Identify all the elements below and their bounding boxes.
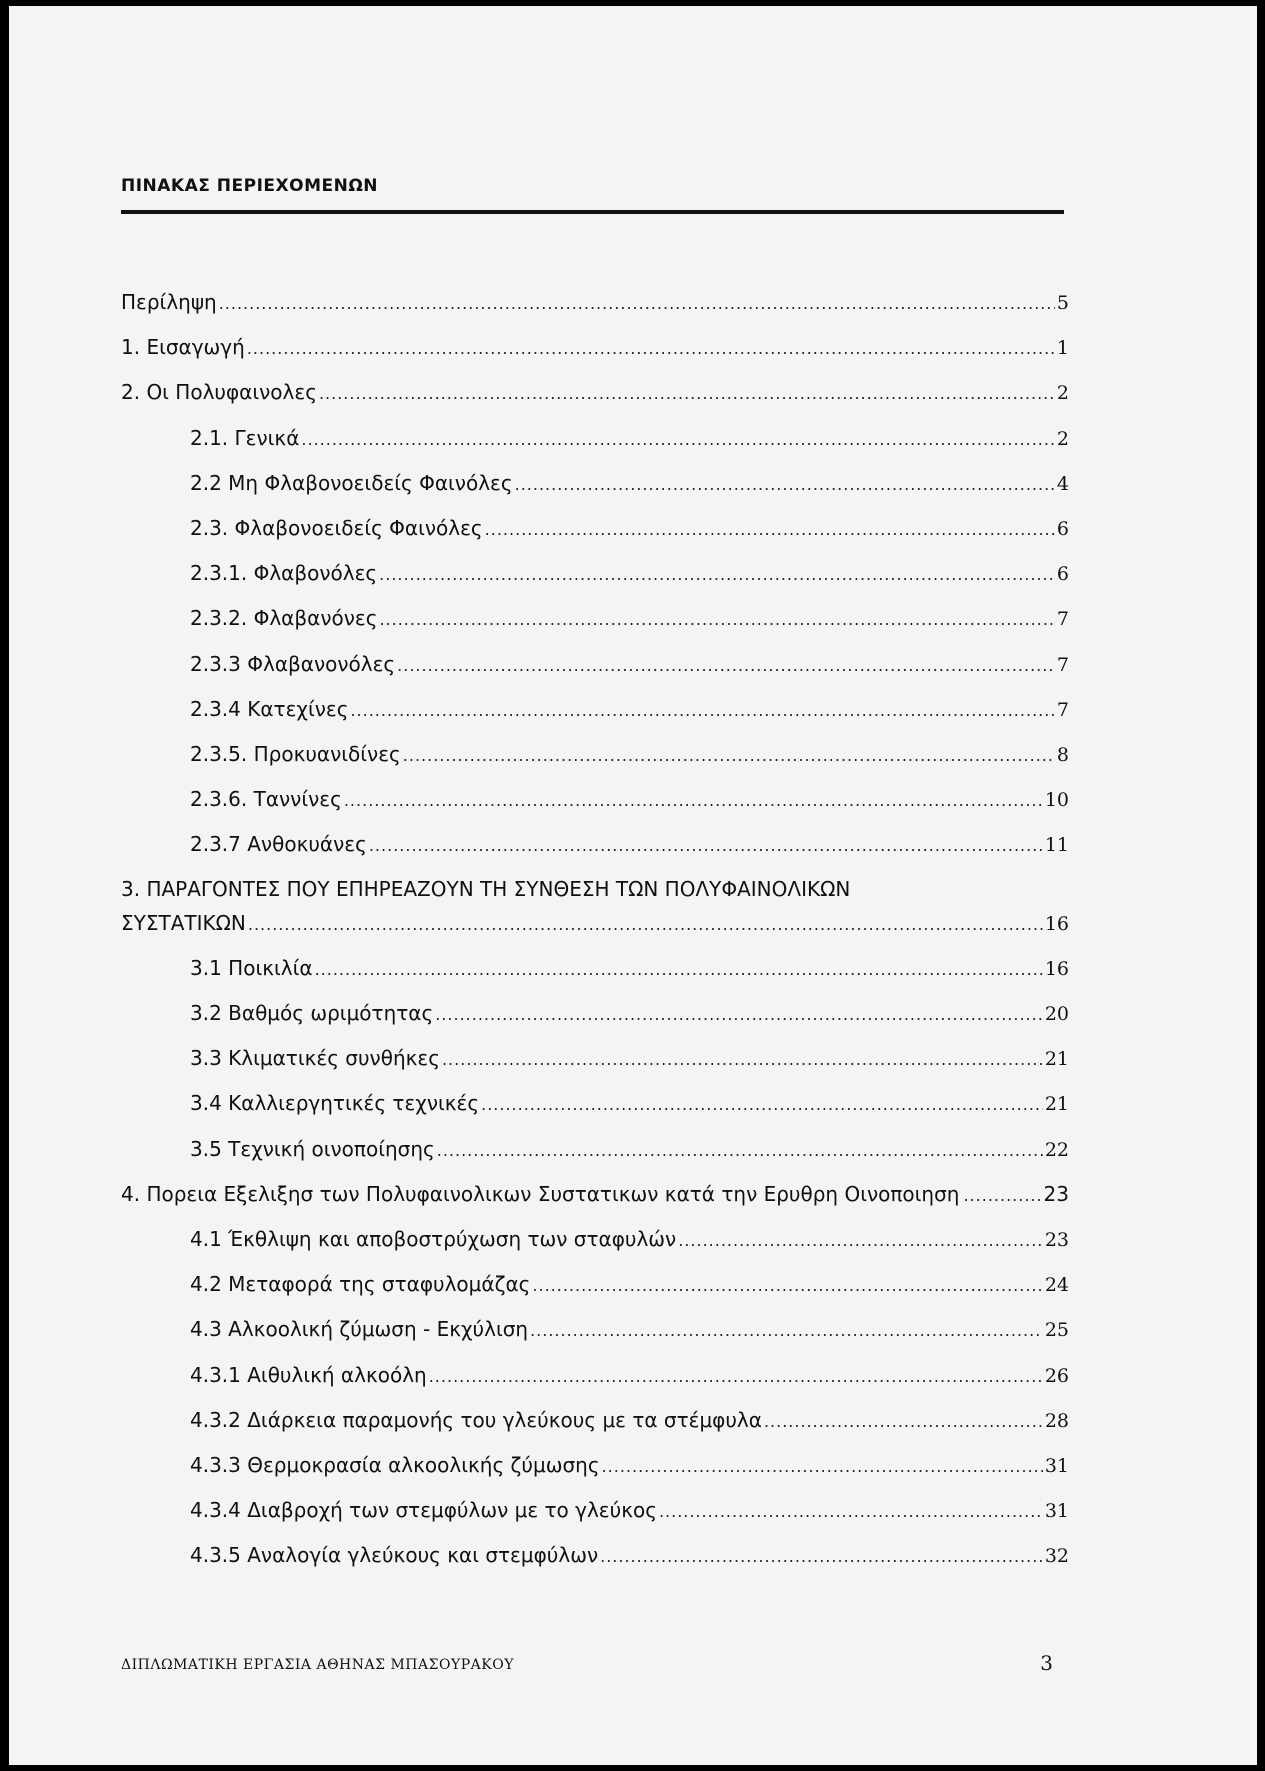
table-of-contents xyxy=(121,290,1069,1588)
toc-entry-page: 5 xyxy=(1056,292,1069,314)
toc-entry-page: 2 xyxy=(1056,427,1069,450)
dot-leader xyxy=(659,1502,1043,1521)
toc-entry-label: 4.3.2 Διάρκεια παραμονής του γλεύκους με τα στέμφυλα xyxy=(190,1407,762,1432)
toc-entry-label: 2.3.3 Φλαβανονόλες xyxy=(190,651,396,676)
toc-entry-flavonoid-phenols[interactable] xyxy=(121,516,1069,561)
toc-entry-page: 16 xyxy=(1044,912,1069,935)
dot-leader xyxy=(379,565,1055,584)
dot-leader xyxy=(403,746,1055,765)
toc-entry-page: 7 xyxy=(1056,608,1069,631)
dot-leader xyxy=(379,610,1054,629)
toc-entry-general[interactable] xyxy=(121,426,1069,471)
toc-entry-ethanol[interactable] xyxy=(121,1363,1069,1408)
toc-entry-catechins[interactable] xyxy=(121,697,1069,742)
toc-entry-label: 4.3 Αλκοολική ζύμωση - Εκχύλιση xyxy=(190,1317,529,1342)
toc-entry-label: 3. ΠΑΡΑΓΟΝΤΕΣ ΠΟΥ ΕΠΗΡΕΑΖΟΥΝ ΤΗ ΣΥΝΘΕΣΗ ΤΩΝ ΠΟΛΥΦΑΙΝΟΛΙΚΩΝ xyxy=(121,877,851,902)
toc-entry-label-continuation: ΣΥΣΤΑΤΙΚΩΝ xyxy=(121,910,246,935)
toc-entry-label: Περίληψη xyxy=(121,290,217,314)
dot-leader xyxy=(315,960,1043,979)
toc-entry-page: 6 xyxy=(1056,563,1069,586)
toc-heading: ΠΙΝΑΚΑΣ ΠΕΡΙΕΧΟΜΕΝΩΝ xyxy=(121,176,379,196)
toc-entry-label: 2.3. Φλαβονοειδείς Φαινόλες xyxy=(190,515,483,540)
toc-entry-page: 21 xyxy=(1044,1093,1069,1116)
toc-entry-label: 2.1. Γενικά xyxy=(190,425,300,450)
toc-entry-page: 22 xyxy=(1044,1138,1069,1161)
toc-entry-label: 2.2 Μη Φλαβονοειδείς Φαινόλες xyxy=(190,470,513,495)
dot-leader xyxy=(600,1547,1043,1566)
toc-entry-label: 2.3.4 Κατεχίνες xyxy=(190,696,349,721)
dot-leader xyxy=(219,294,1055,313)
toc-entry-must-pomace-ratio[interactable] xyxy=(121,1543,1069,1588)
footer-title: ΔΙΠΛΩΜΑΤΙΚΗ ΕΡΓΑΣΙΑ ΑΘΗΝΑΣ ΜΠΑΣΟΥΡΑΚΟΥ xyxy=(121,1657,514,1673)
toc-entry-page: 26 xyxy=(1044,1364,1069,1387)
dot-leader xyxy=(532,1276,1042,1295)
toc-entry-label: 4.1 Έκθλιψη και αποβοστρύχωση των σταφυλών xyxy=(190,1226,677,1251)
toc-entry-climate[interactable] xyxy=(121,1046,1069,1091)
toc-entry-page: 32 xyxy=(1044,1545,1069,1568)
toc-entry-page: 28 xyxy=(1044,1409,1069,1432)
toc-entry-label: 2.3.5. Προκυανιδίνες xyxy=(190,741,401,766)
dot-leader xyxy=(678,1231,1043,1250)
toc-entry-flavonols[interactable] xyxy=(121,561,1069,606)
toc-entry-label: 4.2 Μεταφορά της σταφυλομάζας xyxy=(190,1272,531,1297)
toc-entry-label: 4.3.5 Αναλογία γλεύκους και στεμφύλων xyxy=(190,1543,599,1568)
toc-entry-cultivation[interactable] xyxy=(121,1091,1069,1136)
toc-entry-tannins[interactable] xyxy=(121,787,1069,832)
toc-entry-label: 4.3.3 Θερμοκρασία αλκοολικής ζύμωσης xyxy=(190,1452,600,1477)
toc-entry-page: 21 xyxy=(1044,1048,1069,1071)
toc-entry-page: 4 xyxy=(1056,472,1069,495)
toc-entry-page: 6 xyxy=(1056,517,1069,540)
toc-entry-page: 31 xyxy=(1044,1500,1069,1523)
toc-entry-flavanonols[interactable] xyxy=(121,652,1069,697)
dot-leader xyxy=(369,836,1043,855)
toc-entry-fermentation-temperature[interactable] xyxy=(121,1453,1069,1498)
toc-entry-maceration-duration[interactable] xyxy=(121,1408,1069,1453)
dot-leader xyxy=(301,430,1055,449)
toc-entry-page: 23 xyxy=(1044,1228,1069,1251)
toc-entry-label: 2.3.7 Ανθοκυάνες xyxy=(190,832,367,857)
dot-leader xyxy=(429,1367,1043,1386)
toc-entry-page: 16 xyxy=(1044,957,1069,980)
dot-leader xyxy=(344,791,1043,810)
toc-entry-anthocyanins[interactable] xyxy=(121,832,1069,877)
dot-leader xyxy=(530,1321,1043,1340)
toc-entry-label: 4.3.4 Διαβροχή των στεμφύλων με το γλεύκος xyxy=(190,1498,657,1523)
dot-leader xyxy=(435,1005,1043,1024)
dot-leader xyxy=(442,1050,1043,1069)
dot-leader xyxy=(515,475,1055,494)
toc-entry-label: 1. Εισαγωγή xyxy=(121,335,245,360)
dot-leader xyxy=(247,339,1055,358)
toc-entry-ripeness[interactable] xyxy=(121,1001,1069,1046)
toc-entry-flavanones[interactable] xyxy=(121,606,1069,651)
dot-leader xyxy=(319,384,1055,403)
toc-entry-non-flavonoid-phenols[interactable] xyxy=(121,471,1069,516)
toc-entry-page: 2 xyxy=(1056,382,1069,405)
dot-leader xyxy=(485,520,1055,539)
toc-entry-label: 2.3.1. Φλαβονόλες xyxy=(190,561,378,586)
toc-entry-page: 10 xyxy=(1044,789,1069,812)
toc-entry-crushing[interactable] xyxy=(121,1227,1069,1272)
toc-entry-pomace-wetting[interactable] xyxy=(121,1498,1069,1543)
toc-entry-label: 2.3.2. Φλαβανόνες xyxy=(190,606,378,631)
toc-entry-procyanidins[interactable] xyxy=(121,742,1069,787)
toc-entry-page: 31 xyxy=(1044,1454,1069,1477)
toc-entry-page: 1 xyxy=(1056,337,1069,360)
dot-leader xyxy=(248,915,1043,934)
toc-entry-label: 3.5 Τεχνική οινοποίησης xyxy=(190,1136,435,1161)
dot-leader xyxy=(602,1457,1043,1476)
dot-leader xyxy=(481,1095,1043,1114)
toc-entry-page: 7 xyxy=(1056,698,1069,721)
dot-leader xyxy=(397,656,1055,675)
toc-entry-introduction[interactable] xyxy=(121,335,1069,380)
toc-entry-label: 3.1 Ποικιλία xyxy=(190,955,313,980)
heading-rule xyxy=(121,210,1064,214)
toc-entry-factors-continuation[interactable] xyxy=(121,911,1069,956)
toc-entry-page: 20 xyxy=(1044,1003,1069,1025)
toc-entry-page: 24 xyxy=(1044,1274,1069,1297)
toc-entry-label: 3.3 Κλιματικές συνθήκες xyxy=(190,1046,440,1071)
toc-entry-label: 3.4 Καλλιεργητικές τεχνικές xyxy=(190,1091,480,1116)
document-page xyxy=(9,6,1257,1765)
toc-entry-evolution[interactable] xyxy=(121,1182,1069,1227)
toc-entry-label: 3.2 Βαθμός ωριμότητας xyxy=(190,1001,434,1025)
footer-page-number: 3 xyxy=(1040,1651,1053,1675)
toc-entry-label: 4. Πορεια Εξελιξησ των Πολυφαινολικων Συστατικων κατά την Ερυθρη Οινοποιηση xyxy=(121,1181,960,1206)
toc-entry-variety[interactable] xyxy=(121,956,1069,1001)
dot-leader xyxy=(350,701,1054,720)
toc-entry-polyphenols[interactable] xyxy=(121,380,1069,425)
toc-entry-summary[interactable] xyxy=(121,290,1069,335)
dot-leader xyxy=(764,1412,1043,1431)
toc-entry-page: 25 xyxy=(1044,1319,1069,1342)
toc-entry-page: 8 xyxy=(1056,743,1069,766)
toc-entry-page: 7 xyxy=(1056,653,1069,676)
toc-entry-transfer[interactable] xyxy=(121,1272,1069,1317)
toc-entry-fermentation[interactable] xyxy=(121,1317,1069,1362)
dot-leader xyxy=(963,1186,1039,1205)
toc-entry-page: 11 xyxy=(1044,834,1069,857)
toc-entry-page: 23 xyxy=(1043,1181,1069,1206)
toc-entry-label: 4.3.1 Αιθυλική αλκοόλη xyxy=(190,1362,427,1387)
toc-entry-label: 2.3.6. Ταννίνες xyxy=(190,787,342,812)
toc-entry-label: 2. Οι Πολυφαινολες xyxy=(121,380,317,405)
toc-entry-winemaking[interactable] xyxy=(121,1137,1069,1182)
dot-leader xyxy=(437,1141,1043,1160)
